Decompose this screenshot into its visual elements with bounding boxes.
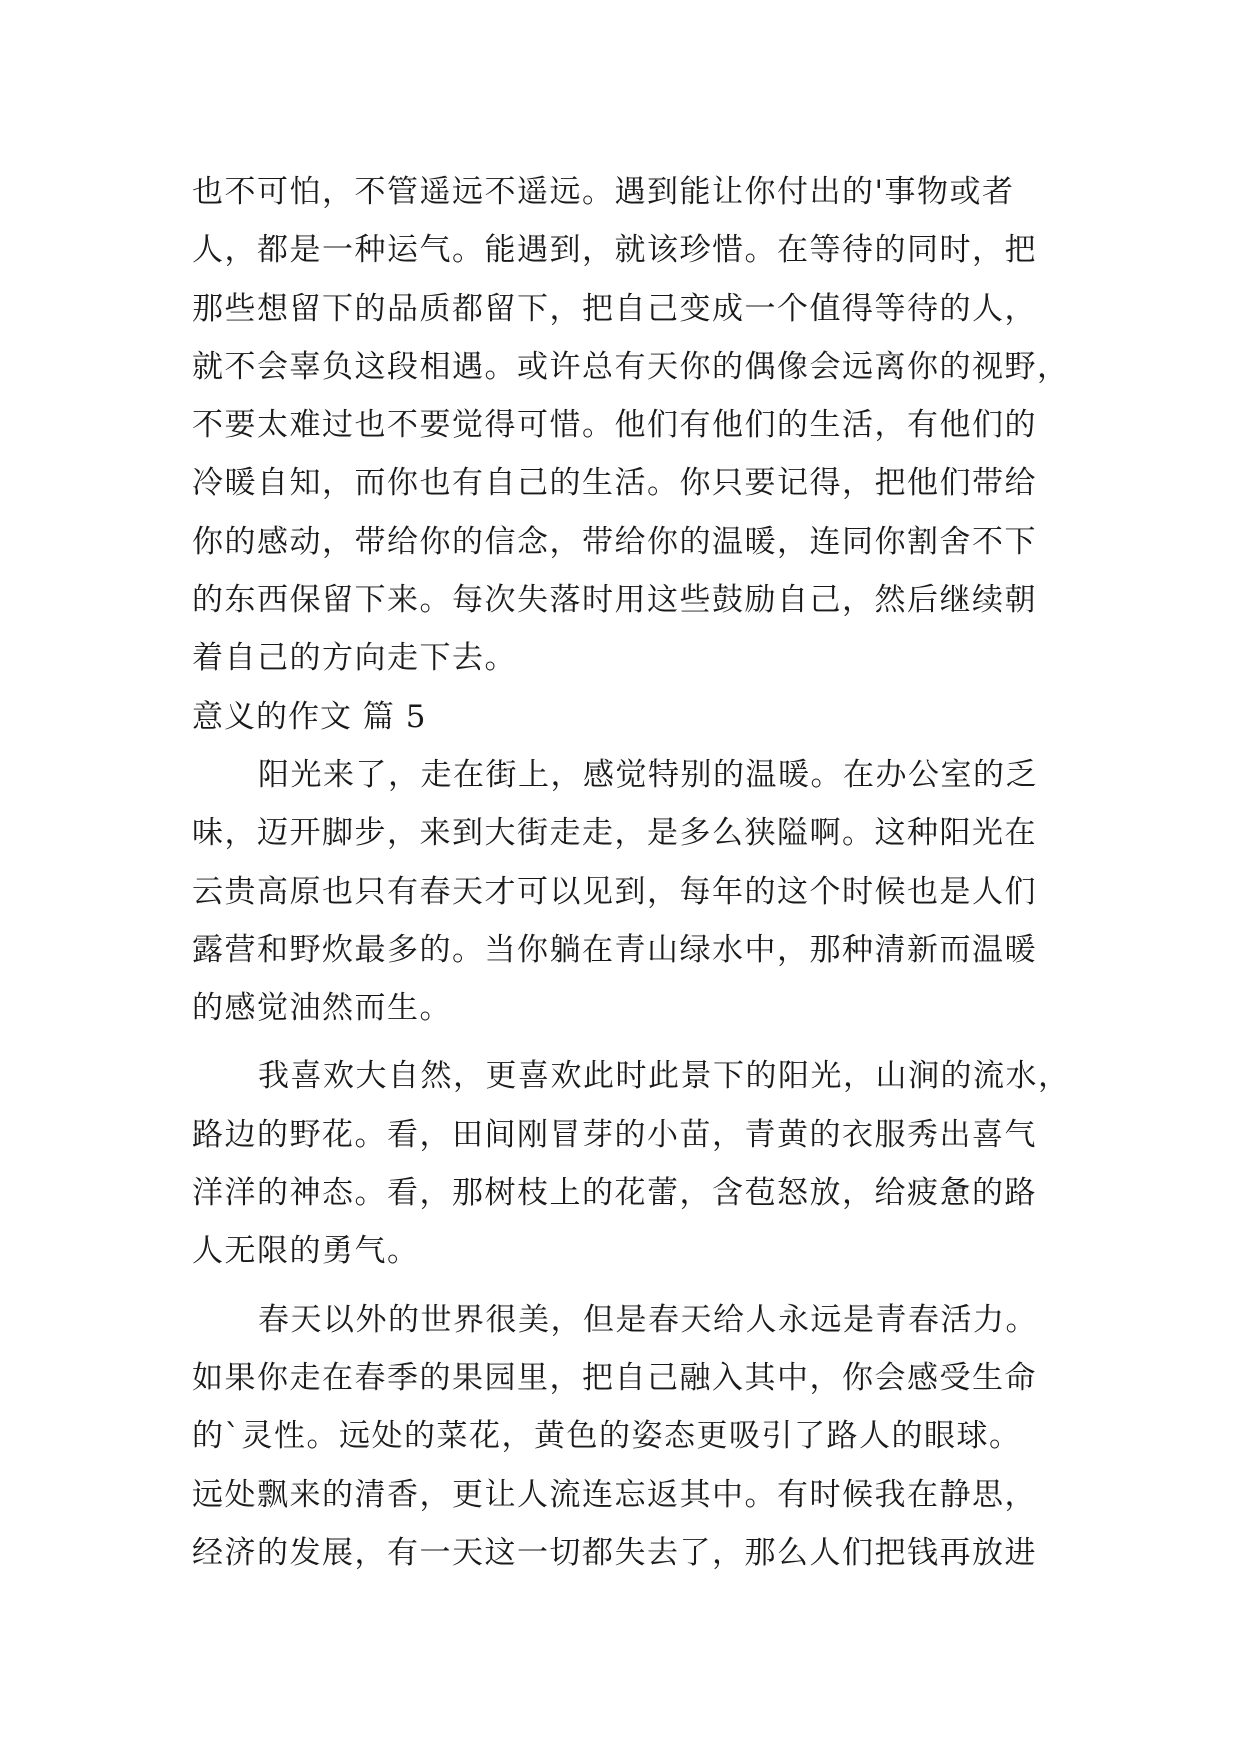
text-line: 经济的发展，有一天这一切都失去了，那么人们把钱再放进 [192, 1534, 1037, 1571]
paragraph-spring [192, 1291, 1054, 1582]
text-line: 也不可怕，不管遥远不遥远。遇到能让你付出的'事物或者 [192, 174, 1015, 210]
text-line: 不要太难过也不要觉得可惜。他们有他们的生活，有他们的 [192, 407, 1037, 444]
text-line: 云贵高原也只有春天才可以见到，每年的这个时候也是人们 [192, 873, 1037, 910]
text-line: 我喜欢大自然，更喜欢此时此景下的阳光，山涧的流水， [258, 1058, 1071, 1095]
text-line: 的东西保留下来。每次失落时用这些鼓励自己，然后继续朝 [192, 582, 1037, 619]
paragraph-gap [192, 1281, 1054, 1291]
text-line: 露营和野炊最多的。当你躺在青山绿水中，那种清新而温暖 [192, 931, 1037, 968]
text-line: 人无限的勇气。 [192, 1233, 420, 1270]
text-line: 的`灵性。远处的菜花，黄色的姿态更吸引了路人的眼球。 [192, 1418, 1022, 1455]
text-line: 路边的野花。看，田间刚冒芽的小苗，青黄的衣服秀出喜气 [192, 1116, 1037, 1153]
text-line: 人，都是一种运气。能遇到，就该珍惜。在等待的同时，把 [192, 232, 1037, 269]
text-line: 着自己的方向走下去。 [192, 640, 517, 677]
text-line: 味，迈开脚步，来到大街走走，是多么狭隘啊。这种阳光在 [192, 815, 1037, 852]
text-line: 远处飘来的清香，更让人流连忘返其中。有时候我在静思， [192, 1476, 1037, 1513]
text-line: 阳光来了，走在街上，感觉特别的温暖。在办公室的乏 [258, 756, 1038, 793]
section-heading: 意义的作文 篇 5 [192, 698, 427, 735]
text-line: 春天以外的世界很美，但是春天给人永远是青春活力。 [258, 1301, 1038, 1338]
paragraph-nature [192, 1047, 1071, 1280]
text-line: 的感觉油然而生。 [192, 990, 452, 1027]
document-body [192, 163, 1071, 1582]
text-line: 如果你走在春季的果园里，把自己融入其中，你会感受生命 [192, 1359, 1037, 1396]
text-line: 那些想留下的品质都留下，把自己变成一个值得等待的人， [192, 290, 1037, 327]
text-line: 你的感动，带给你的信念，带给你的温暖，连同你割舍不下 [192, 523, 1037, 560]
text-line: 冷暖自知，而你也有自己的生活。你只要记得，把他们带给 [192, 465, 1037, 502]
text-line: 就不会辜负这段相遇。或许总有天你的偶像会远离你的视野， [192, 348, 1070, 385]
paragraph-sunshine [192, 746, 1054, 1037]
continuation-paragraph [192, 163, 1070, 688]
text-line: 洋洋的神态。看，那树枝上的花蕾，含苞怒放，给疲惫的路 [192, 1175, 1037, 1212]
paragraph-gap [192, 1037, 1054, 1047]
